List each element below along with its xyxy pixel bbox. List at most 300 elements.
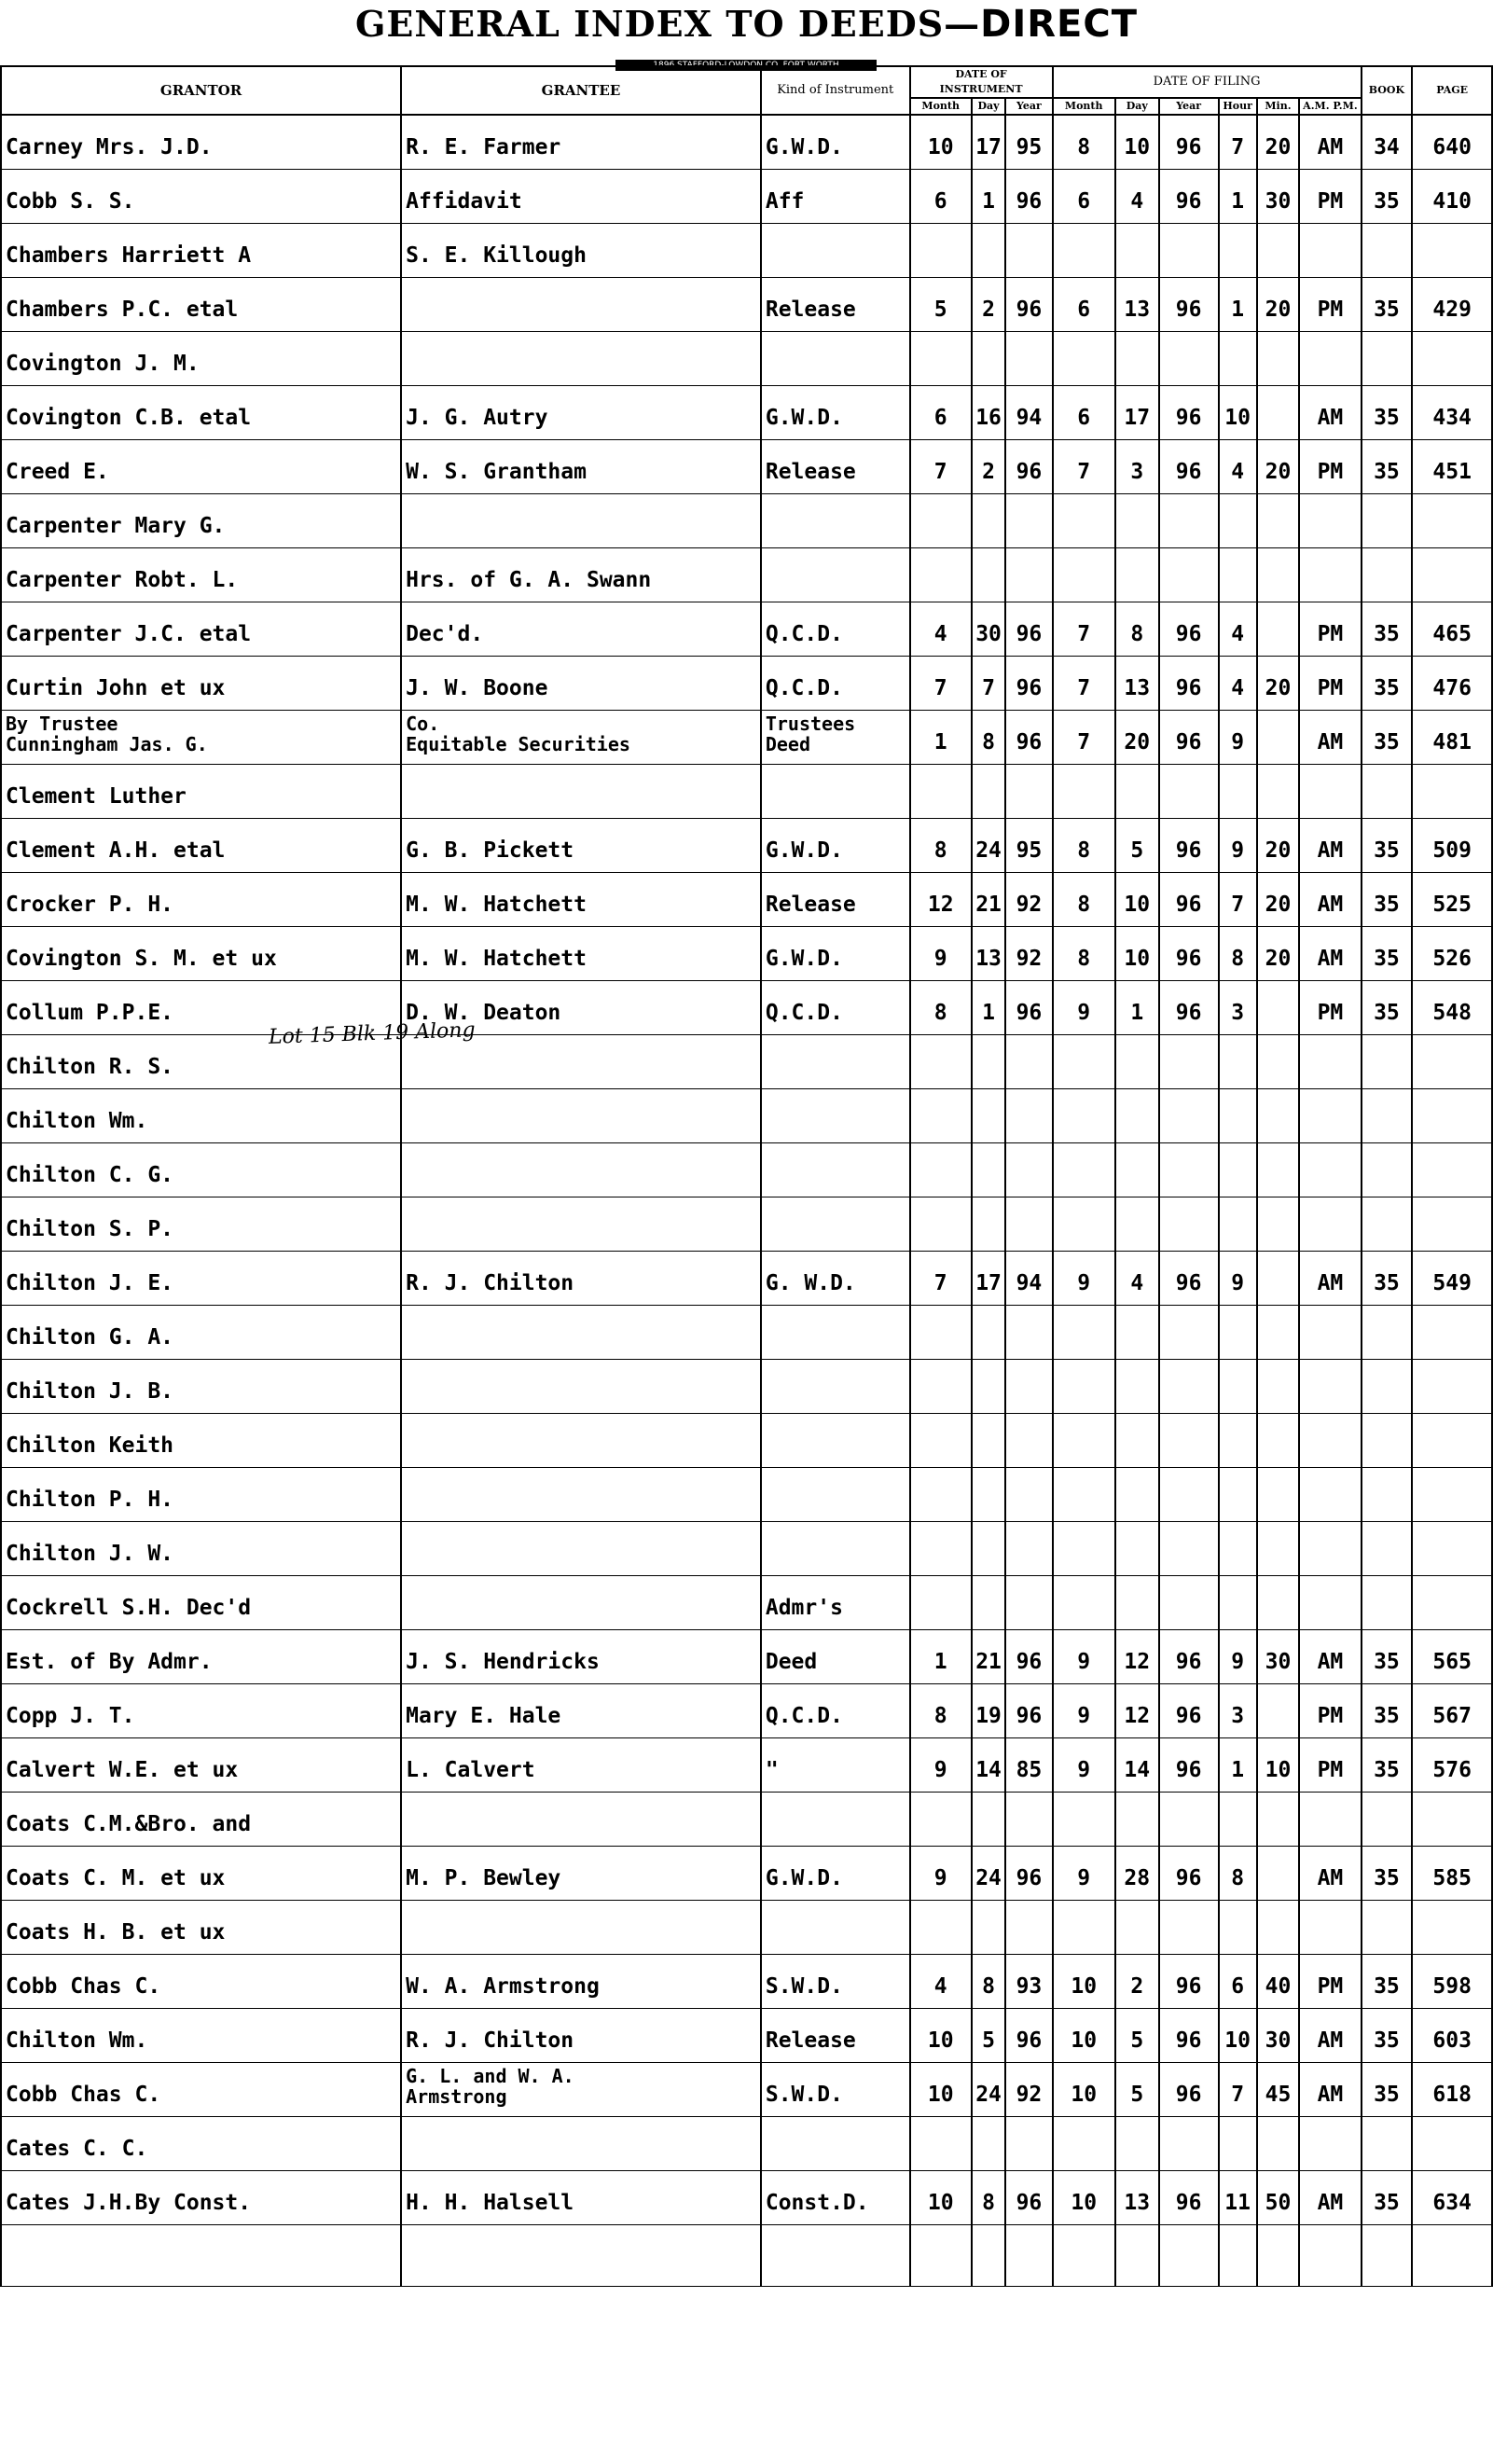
- table-row: [1, 764, 1492, 818]
- header-filing-year: Year: [1159, 98, 1219, 115]
- month-cell: [910, 764, 972, 818]
- grantor-cell: Chilton G. A.: [1, 1305, 401, 1359]
- kind-cell: Aff: [761, 169, 910, 223]
- page-cell: 481: [1412, 710, 1492, 764]
- min-cell: [1257, 1467, 1300, 1521]
- hour-cell: [1219, 1900, 1257, 1954]
- day-cell: 8: [972, 1954, 1006, 2008]
- grantee-cell: [401, 710, 761, 764]
- filing-day-cell: 14: [1115, 1737, 1159, 1792]
- year-cell: [1005, 1142, 1052, 1197]
- grantor-cell: Chilton J. B.: [1, 1359, 401, 1413]
- ampm-cell: [1299, 764, 1361, 818]
- day-cell: 13: [972, 926, 1006, 980]
- month-cell: [910, 1197, 972, 1251]
- month-cell: 10: [910, 2170, 972, 2224]
- filing-month-cell: 7: [1053, 710, 1115, 764]
- month-cell: 10: [910, 2062, 972, 2116]
- ampm-cell: PM: [1299, 980, 1361, 1034]
- kind-cell: [761, 331, 910, 385]
- month-cell: 7: [910, 1251, 972, 1305]
- filing-day-cell: 5: [1115, 818, 1159, 872]
- month-cell: [910, 1521, 972, 1575]
- book-cell: 35: [1362, 385, 1413, 439]
- day-cell: [972, 1088, 1006, 1142]
- page-cell: 476: [1412, 656, 1492, 710]
- min-cell: [1257, 1142, 1300, 1197]
- grantor-cell: Coats H. B. et ux: [1, 1900, 401, 1954]
- day-cell: [972, 1359, 1006, 1413]
- hour-cell: 6: [1219, 1954, 1257, 2008]
- year-cell: [1005, 1792, 1052, 1846]
- page-cell: 603: [1412, 2008, 1492, 2062]
- grantee-cell: Affidavit: [401, 169, 761, 223]
- filing-day-cell: 2: [1115, 1954, 1159, 2008]
- filing-month-cell: [1053, 764, 1115, 818]
- min-cell: [1257, 1683, 1300, 1737]
- year-cell: 96: [1005, 169, 1052, 223]
- grantor-cell: Clement A.H. etal: [1, 818, 401, 872]
- header-month: Month: [910, 98, 972, 115]
- kind-cell: [761, 764, 910, 818]
- filing-month-cell: [1053, 2116, 1115, 2170]
- filing-year-cell: 96: [1159, 980, 1219, 1034]
- hour-cell: 11: [1219, 2170, 1257, 2224]
- filing-year-cell: [1159, 1359, 1219, 1413]
- table-row: [1, 2170, 1492, 2224]
- day-cell: 14: [972, 1737, 1006, 1792]
- page-cell: 434: [1412, 385, 1492, 439]
- month-cell: 1: [910, 1629, 972, 1683]
- filing-day-cell: [1115, 223, 1159, 277]
- filing-day-cell: [1115, 764, 1159, 818]
- year-cell: 96: [1005, 2170, 1052, 2224]
- table-row: [1, 1792, 1492, 1846]
- filing-day-cell: [1115, 1792, 1159, 1846]
- page-cell: 576: [1412, 1737, 1492, 1792]
- min-cell: [1257, 764, 1300, 818]
- month-cell: 7: [910, 656, 972, 710]
- month-cell: 10: [910, 115, 972, 169]
- filing-month-cell: [1053, 1467, 1115, 1521]
- book-cell: 35: [1362, 710, 1413, 764]
- ampm-cell: [1299, 1792, 1361, 1846]
- hour-cell: 1: [1219, 277, 1257, 331]
- filing-day-cell: 10: [1115, 926, 1159, 980]
- kind-cell: Release: [761, 2008, 910, 2062]
- year-cell: 96: [1005, 439, 1052, 493]
- day-cell: [972, 1413, 1006, 1467]
- month-cell: 9: [910, 926, 972, 980]
- filing-day-cell: 10: [1115, 115, 1159, 169]
- filing-day-cell: [1115, 1197, 1159, 1251]
- ampm-cell: [1299, 2224, 1361, 2286]
- hour-cell: 7: [1219, 2062, 1257, 2116]
- ampm-cell: [1299, 1088, 1361, 1142]
- year-cell: 85: [1005, 1737, 1052, 1792]
- min-cell: [1257, 2224, 1300, 2286]
- grantor-cell: Chilton Keith: [1, 1413, 401, 1467]
- ampm-cell: AM: [1299, 2170, 1361, 2224]
- filing-month-cell: 10: [1053, 2170, 1115, 2224]
- grantor-cell: Cobb S. S.: [1, 169, 401, 223]
- book-cell: 35: [1362, 169, 1413, 223]
- book-cell: [1362, 764, 1413, 818]
- hour-cell: [1219, 223, 1257, 277]
- filing-year-cell: 96: [1159, 439, 1219, 493]
- grantor-cell: Chilton C. G.: [1, 1142, 401, 1197]
- page-cell: 565: [1412, 1629, 1492, 1683]
- filing-month-cell: 9: [1053, 1683, 1115, 1737]
- kind-cell: [761, 493, 910, 547]
- year-cell: 94: [1005, 1251, 1052, 1305]
- filing-day-cell: 20: [1115, 710, 1159, 764]
- kind-cell: S.W.D.: [761, 1954, 910, 2008]
- filing-month-cell: 6: [1053, 277, 1115, 331]
- day-cell: 19: [972, 1683, 1006, 1737]
- filing-month-cell: [1053, 1197, 1115, 1251]
- grantee-cell: Dec'd.: [401, 602, 761, 656]
- hour-cell: [1219, 2224, 1257, 2286]
- filing-year-cell: [1159, 1088, 1219, 1142]
- hour-cell: 4: [1219, 656, 1257, 710]
- month-cell: 1: [910, 710, 972, 764]
- year-cell: 96: [1005, 656, 1052, 710]
- table-row: [1, 1142, 1492, 1197]
- page-cell: 567: [1412, 1683, 1492, 1737]
- grantee-cell: M. W. Hatchett: [401, 926, 761, 980]
- grantor-cell-line: Cunningham Jas. G.: [6, 732, 208, 755]
- ampm-cell: PM: [1299, 1737, 1361, 1792]
- kind-cell: [761, 1359, 910, 1413]
- month-cell: [910, 1900, 972, 1954]
- book-cell: 35: [1362, 1683, 1413, 1737]
- filing-day-cell: 5: [1115, 2062, 1159, 2116]
- grantor-cell: Chilton R. S.: [1, 1034, 401, 1088]
- day-cell: [972, 1792, 1006, 1846]
- filing-month-cell: 9: [1053, 1251, 1115, 1305]
- day-cell: 8: [972, 2170, 1006, 2224]
- year-cell: [1005, 1575, 1052, 1629]
- hour-cell: [1219, 493, 1257, 547]
- grantee-cell: [401, 2224, 761, 2286]
- grantor-cell: Cobb Chas C.: [1, 2062, 401, 2116]
- kind-cell: [761, 2224, 910, 2286]
- grantee-cell: Hrs. of G. A. Swann: [401, 547, 761, 602]
- grantor-cell: Est. of By Admr.: [1, 1629, 401, 1683]
- header-kind: Kind of Instrument: [761, 66, 910, 115]
- year-cell: [1005, 1521, 1052, 1575]
- day-cell: 21: [972, 872, 1006, 926]
- table-row: [1, 1521, 1492, 1575]
- table-row: [1, 385, 1492, 439]
- page-cell: 640: [1412, 115, 1492, 169]
- ampm-cell: AM: [1299, 2062, 1361, 2116]
- table-row: [1, 1413, 1492, 1467]
- filing-day-cell: 17: [1115, 385, 1159, 439]
- month-cell: [910, 1575, 972, 1629]
- table-row: [1, 926, 1492, 980]
- filing-month-cell: 8: [1053, 872, 1115, 926]
- book-cell: [1362, 547, 1413, 602]
- table-row: [1, 1359, 1492, 1413]
- table-row: [1, 1251, 1492, 1305]
- year-cell: 96: [1005, 710, 1052, 764]
- header-year: Year: [1005, 98, 1052, 115]
- filing-year-cell: 96: [1159, 1251, 1219, 1305]
- header-min: Min.: [1257, 98, 1300, 115]
- table-row: [1, 1954, 1492, 2008]
- hour-cell: [1219, 1142, 1257, 1197]
- filing-day-cell: [1115, 493, 1159, 547]
- book-cell: [1362, 1359, 1413, 1413]
- filing-year-cell: 96: [1159, 1629, 1219, 1683]
- min-cell: 20: [1257, 926, 1300, 980]
- grantee-cell: [401, 1792, 761, 1846]
- filing-month-cell: 10: [1053, 2008, 1115, 2062]
- filing-day-cell: 13: [1115, 2170, 1159, 2224]
- book-cell: 35: [1362, 1629, 1413, 1683]
- ampm-cell: PM: [1299, 439, 1361, 493]
- filing-month-cell: 10: [1053, 2062, 1115, 2116]
- hour-cell: [1219, 1088, 1257, 1142]
- page-cell: [1412, 764, 1492, 818]
- day-cell: 1: [972, 169, 1006, 223]
- hour-cell: [1219, 1575, 1257, 1629]
- filing-day-cell: 13: [1115, 656, 1159, 710]
- ampm-cell: AM: [1299, 710, 1361, 764]
- min-cell: [1257, 1034, 1300, 1088]
- grantor-cell: Covington J. M.: [1, 331, 401, 385]
- filing-day-cell: [1115, 1142, 1159, 1197]
- filing-year-cell: 96: [1159, 277, 1219, 331]
- month-cell: 9: [910, 1846, 972, 1900]
- filing-year-cell: 96: [1159, 602, 1219, 656]
- filing-day-cell: [1115, 1413, 1159, 1467]
- hour-cell: 7: [1219, 872, 1257, 926]
- ampm-cell: [1299, 547, 1361, 602]
- book-cell: 35: [1362, 818, 1413, 872]
- page-cell: [1412, 1142, 1492, 1197]
- month-cell: 12: [910, 872, 972, 926]
- book-cell: [1362, 1467, 1413, 1521]
- year-cell: [1005, 2116, 1052, 2170]
- header-date-instrument: DATE OF INSTRUMENT: [910, 66, 1053, 98]
- filing-year-cell: [1159, 1792, 1219, 1846]
- min-cell: [1257, 1521, 1300, 1575]
- book-cell: [1362, 2224, 1413, 2286]
- day-cell: 2: [972, 439, 1006, 493]
- filing-year-cell: [1159, 1413, 1219, 1467]
- year-cell: [1005, 493, 1052, 547]
- day-cell: 16: [972, 385, 1006, 439]
- grantee-cell: [401, 1197, 761, 1251]
- hour-cell: 7: [1219, 115, 1257, 169]
- min-cell: [1257, 1413, 1300, 1467]
- hour-cell: [1219, 1413, 1257, 1467]
- ampm-cell: [1299, 1575, 1361, 1629]
- ampm-cell: [1299, 1142, 1361, 1197]
- header-hour: Hour: [1219, 98, 1257, 115]
- filing-month-cell: [1053, 1900, 1115, 1954]
- hour-cell: 4: [1219, 602, 1257, 656]
- grantee-cell: [401, 764, 761, 818]
- month-cell: [910, 493, 972, 547]
- grantor-cell: Carney Mrs. J.D.: [1, 115, 401, 169]
- grantee-cell: W. S. Grantham: [401, 439, 761, 493]
- grantor-cell: Clement Luther: [1, 764, 401, 818]
- book-cell: 35: [1362, 980, 1413, 1034]
- hour-cell: 9: [1219, 710, 1257, 764]
- year-cell: 96: [1005, 1683, 1052, 1737]
- grantee-cell-line: G. L. and W. A.: [406, 2064, 574, 2087]
- book-cell: 35: [1362, 1737, 1413, 1792]
- header-filing-month: Month: [1053, 98, 1115, 115]
- page-title: [0, 0, 1493, 54]
- table-row: [1, 439, 1492, 493]
- day-cell: [972, 1521, 1006, 1575]
- kind-cell: G. W.D.: [761, 1251, 910, 1305]
- table-row: [1, 1305, 1492, 1359]
- month-cell: [910, 547, 972, 602]
- book-cell: 34: [1362, 115, 1413, 169]
- book-cell: 35: [1362, 602, 1413, 656]
- kind-cell: Deed: [761, 1629, 910, 1683]
- min-cell: 30: [1257, 2008, 1300, 2062]
- filing-month-cell: 8: [1053, 926, 1115, 980]
- min-cell: [1257, 547, 1300, 602]
- kind-cell: Q.C.D.: [761, 1683, 910, 1737]
- kind-cell: [761, 1413, 910, 1467]
- page-cell: [1412, 1575, 1492, 1629]
- ampm-cell: [1299, 1359, 1361, 1413]
- ampm-cell: [1299, 1034, 1361, 1088]
- filing-day-cell: 13: [1115, 277, 1159, 331]
- page-cell: 549: [1412, 1251, 1492, 1305]
- month-cell: 8: [910, 980, 972, 1034]
- grantee-cell: M. W. Hatchett: [401, 872, 761, 926]
- table-row: [1, 656, 1492, 710]
- grantee-cell: W. A. Armstrong: [401, 1954, 761, 2008]
- kind-cell: S.W.D.: [761, 2062, 910, 2116]
- table-row: [1, 1900, 1492, 1954]
- filing-year-cell: [1159, 223, 1219, 277]
- page-cell: [1412, 2224, 1492, 2286]
- grantor-cell: Crocker P. H.: [1, 872, 401, 926]
- book-cell: 35: [1362, 1846, 1413, 1900]
- kind-cell: [761, 1305, 910, 1359]
- book-cell: [1362, 1142, 1413, 1197]
- ampm-cell: AM: [1299, 872, 1361, 926]
- grantor-cell: Chilton J. E.: [1, 1251, 401, 1305]
- header-grantor: GRANTOR: [1, 66, 401, 115]
- kind-cell: [761, 1034, 910, 1088]
- ampm-cell: PM: [1299, 1683, 1361, 1737]
- grantor-cell: Covington C.B. etal: [1, 385, 401, 439]
- day-cell: [972, 1467, 1006, 1521]
- grantor-cell: Chambers Harriett A: [1, 223, 401, 277]
- year-cell: [1005, 1088, 1052, 1142]
- grantor-cell: Covington S. M. et ux: [1, 926, 401, 980]
- page-cell: 451: [1412, 439, 1492, 493]
- kind-cell: G.W.D.: [761, 1846, 910, 1900]
- filing-month-cell: [1053, 1142, 1115, 1197]
- kind-cell: ": [761, 1737, 910, 1792]
- day-cell: [972, 223, 1006, 277]
- month-cell: [910, 1792, 972, 1846]
- hour-cell: [1219, 1467, 1257, 1521]
- book-cell: [1362, 1305, 1413, 1359]
- filing-month-cell: 8: [1053, 818, 1115, 872]
- min-cell: [1257, 1088, 1300, 1142]
- hour-cell: 1: [1219, 1737, 1257, 1792]
- page-cell: [1412, 1467, 1492, 1521]
- kind-cell: Release: [761, 277, 910, 331]
- month-cell: [910, 2224, 972, 2286]
- page-cell: [1412, 1521, 1492, 1575]
- filing-year-cell: 96: [1159, 926, 1219, 980]
- grantee-cell-line: Co.: [406, 712, 440, 735]
- ampm-cell: PM: [1299, 656, 1361, 710]
- table-row: [1, 169, 1492, 223]
- page-cell: 410: [1412, 169, 1492, 223]
- min-cell: [1257, 980, 1300, 1034]
- page-cell: [1412, 223, 1492, 277]
- hour-cell: 9: [1219, 1629, 1257, 1683]
- filing-day-cell: [1115, 1467, 1159, 1521]
- table-row: [1, 2008, 1492, 2062]
- month-cell: [910, 1359, 972, 1413]
- filing-year-cell: 96: [1159, 1737, 1219, 1792]
- day-cell: [972, 1142, 1006, 1197]
- filing-year-cell: 96: [1159, 710, 1219, 764]
- grantee-cell: [401, 1359, 761, 1413]
- day-cell: [972, 1197, 1006, 1251]
- hour-cell: 8: [1219, 1846, 1257, 1900]
- book-cell: [1362, 1413, 1413, 1467]
- table-row: [1, 547, 1492, 602]
- grantor-cell: Cates C. C.: [1, 2116, 401, 2170]
- year-cell: [1005, 1197, 1052, 1251]
- page-cell: 526: [1412, 926, 1492, 980]
- filing-year-cell: 96: [1159, 1954, 1219, 2008]
- grantee-cell: [401, 1305, 761, 1359]
- filing-year-cell: [1159, 2116, 1219, 2170]
- year-cell: 95: [1005, 818, 1052, 872]
- table-row: [1, 872, 1492, 926]
- kind-cell: [761, 1467, 910, 1521]
- month-cell: 10: [910, 2008, 972, 2062]
- ampm-cell: [1299, 223, 1361, 277]
- table-row: [1, 980, 1492, 1034]
- min-cell: [1257, 223, 1300, 277]
- kind-cell: [761, 1900, 910, 1954]
- filing-month-cell: [1053, 1359, 1115, 1413]
- filing-day-cell: [1115, 1900, 1159, 1954]
- day-cell: [972, 1575, 1006, 1629]
- book-cell: 35: [1362, 926, 1413, 980]
- table-row: [1, 1846, 1492, 1900]
- hour-cell: 3: [1219, 980, 1257, 1034]
- table-row: [1, 818, 1492, 872]
- month-cell: [910, 1034, 972, 1088]
- filing-day-cell: 28: [1115, 1846, 1159, 1900]
- hour-cell: [1219, 331, 1257, 385]
- ampm-cell: AM: [1299, 1251, 1361, 1305]
- filing-month-cell: 7: [1053, 656, 1115, 710]
- grantor-cell: Carpenter Mary G.: [1, 493, 401, 547]
- year-cell: 93: [1005, 1954, 1052, 2008]
